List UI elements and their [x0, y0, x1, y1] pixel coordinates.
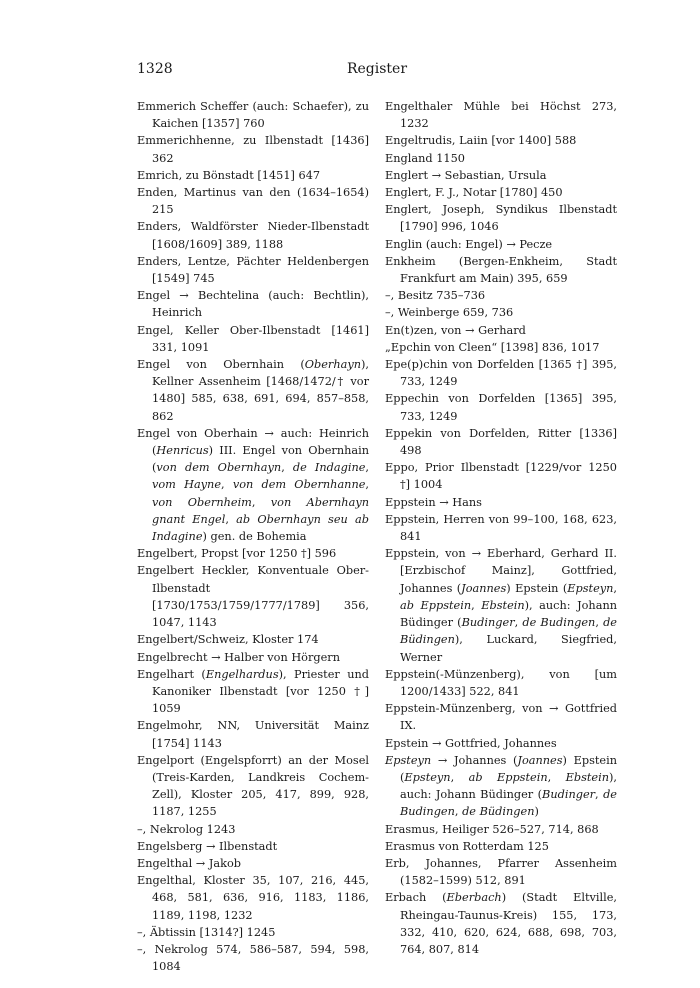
index-entry: Enders, Lentze, Pächter Heldenbergen [1549] 745 [137, 254, 369, 286]
index-entry: Englert → Sebastian, Ursula [385, 168, 547, 182]
index-entry: Engelthal → Jakob [137, 856, 242, 870]
index-entry: Eppstein, von → Eberhard, Gerhard II. [Erzbischof Mainz], Gottfried, Johannes (Joannes) Epstein (Epsteyn, ab Eppstein, Ebstein), auch: Johann Büdinger (Budinger, de Budingen, de Büdingen), Luckard, Siegfried, Werner [385, 547, 618, 664]
index-entry: Eppstein, Herren von 99–100, 168, 623, 841 [385, 512, 617, 544]
index-entry: Enders, Waldförster Nieder-Ilbenstadt [1608/1609] 389, 1188 [137, 220, 369, 251]
index-column-right [385, 98, 617, 958]
index-entry: Engelbert, Propst [vor 1250 †] 596 [137, 547, 337, 561]
index-entry: Engelbert Heckler, Konventuale Ober-Ilbenstadt [1730/1753/1759/1777/1789] 356, 1047, 1143 [137, 564, 369, 630]
index-entry: Engeltrudis, Laiin [vor 1400] 588 [385, 134, 577, 148]
index-entry: England 1150 [385, 151, 465, 165]
index-entry: Engelhart (Engelhardus), Priester und Kanoniker Ilbenstadt [vor 1250 †] 1059 [137, 667, 369, 716]
index-entry: Eppstein-Münzenberg, von → Gottfried IX. [385, 702, 617, 733]
index-entry: Erasmus von Rotterdam 125 [385, 839, 549, 853]
index-entry: Engelbert/Schweiz, Kloster 174 [137, 633, 319, 647]
index-entry: Erb, Johannes, Pfarrer Assenheim (1582–1599) 512, 891 [385, 856, 617, 888]
index-entry: Erbach (Eberbach) (Stadt Eltville, Rheingau-Taunus-Kreis) 155, 173, 332, 410, 620, 624, 688, 698, 703, 764, 807, 814 [385, 891, 618, 956]
index-entry: Epstein → Gottfried, Johannes [385, 736, 557, 750]
index-entry: Enkheim (Bergen-Enkheim, Stadt Frankfurt am Main) 395, 659 [385, 254, 617, 286]
index-entry: Engelthaler Mühle bei Höchst 273, 1232 [385, 100, 617, 131]
index-entry: –, Nekrolog 574, 586–587, 594, 598, 1084 [137, 942, 369, 974]
index-entry: Engelthal, Kloster 35, 107, 216, 445, 468, 581, 636, 916, 1183, 1186, 1189, 1198, 1232 [137, 874, 369, 922]
index-entry: Epsteyn → Johannes (Joannes) Epstein (Epsteyn, ab Eppstein, Ebstein), auch: Johann Büdinger (Budinger, de Budingen, de Büdingen) [385, 753, 617, 819]
index-entry: Emmerich Scheffer (auch: Schaefer), zu Kaichen [1357] 760 [137, 100, 369, 131]
index-entry: Englert, Joseph, Syndikus Ilbenstadt [1790] 996, 1046 [385, 203, 617, 234]
index-entry: Engelmohr, NN, Universität Mainz [1754] 1143 [137, 719, 369, 750]
index-entry: Eppekin von Dorfelden, Ritter [1336] 498 [385, 426, 617, 458]
index-entry: Engel → Bechtelina (auch: Bechtlin), Heinrich [137, 289, 369, 320]
index-entry: Eppechin von Dorfelden [1365] 395, 733, 1249 [385, 392, 617, 423]
page-header [137, 61, 617, 81]
index-entry: En(t)zen, von → Gerhard [385, 323, 526, 337]
index-column-left [137, 98, 369, 975]
index-entry: Engel von Obernhain (Oberhayn), Kellner Assenheim [1468/1472/† vor 1480] 585, 638, 691, 694, 857–858, 862 [137, 358, 369, 423]
index-entry: „Epchin von Cleen“ [1398] 836, 1017 [385, 340, 600, 354]
index-entry: –, Besitz 735–736 [385, 289, 486, 303]
index-entry: –, Äbtissin [1314?] 1245 [137, 925, 276, 939]
running-head: Register [346, 61, 408, 77]
index-entry: Erasmus, Heiliger 526–527, 714, 868 [385, 822, 599, 836]
index-entry: Engelport (Engelspforrt) an der Mosel (Treis-Karden, Landkreis Cochem-Zell), Kloster 205, 417, 899, 928, 1187, 1255 [137, 753, 369, 819]
index-entry: –, Nekrolog 1243 [137, 822, 236, 836]
index-entry: –, Weinberge 659, 736 [385, 306, 514, 320]
index-entry: Eppstein → Hans [385, 495, 482, 509]
index-entry: Eppstein(-Münzenberg), von [um 1200/1433] 522, 841 [385, 667, 617, 698]
page-number: 1328 [137, 61, 173, 77]
index-entry: Engel, Keller Ober-Ilbenstadt [1461] 331, 1091 [137, 323, 369, 354]
index-entry: Engel von Oberhain → auch: Heinrich (Henricus) III. Engel von Obernhain (von dem Obernhayn, de Indagine, vom Hayne, von dem Obernhanne, von Obernheim, von Abernhayn gnant Engel, ab Obernhayn seu ab Indagine) gen. de Bohemia [137, 426, 370, 544]
index-entry: Emmerichhenne, zu Ilbenstadt [1436] 362 [137, 134, 369, 165]
index-entry: Englin (auch: Engel) → Pecze [385, 237, 553, 251]
index-entry: Emrich, zu Bönstadt [1451] 647 [137, 168, 321, 182]
index-entry: Engelbrecht → Halber von Hörgern [137, 650, 340, 664]
index-entry: Englert, F. J., Notar [1780] 450 [385, 186, 563, 200]
index-entry: Epe(p)chin von Dorfelden [1365 †] 395, 733, 1249 [385, 358, 617, 389]
index-entry: Engelsberg → Ilbenstadt [137, 839, 278, 853]
index-entry: Eppo, Prior Ilbenstadt [1229/vor 1250 †] 1004 [385, 461, 617, 492]
index-entry: Enden, Martinus van den (1634–1654) 215 [137, 186, 369, 217]
